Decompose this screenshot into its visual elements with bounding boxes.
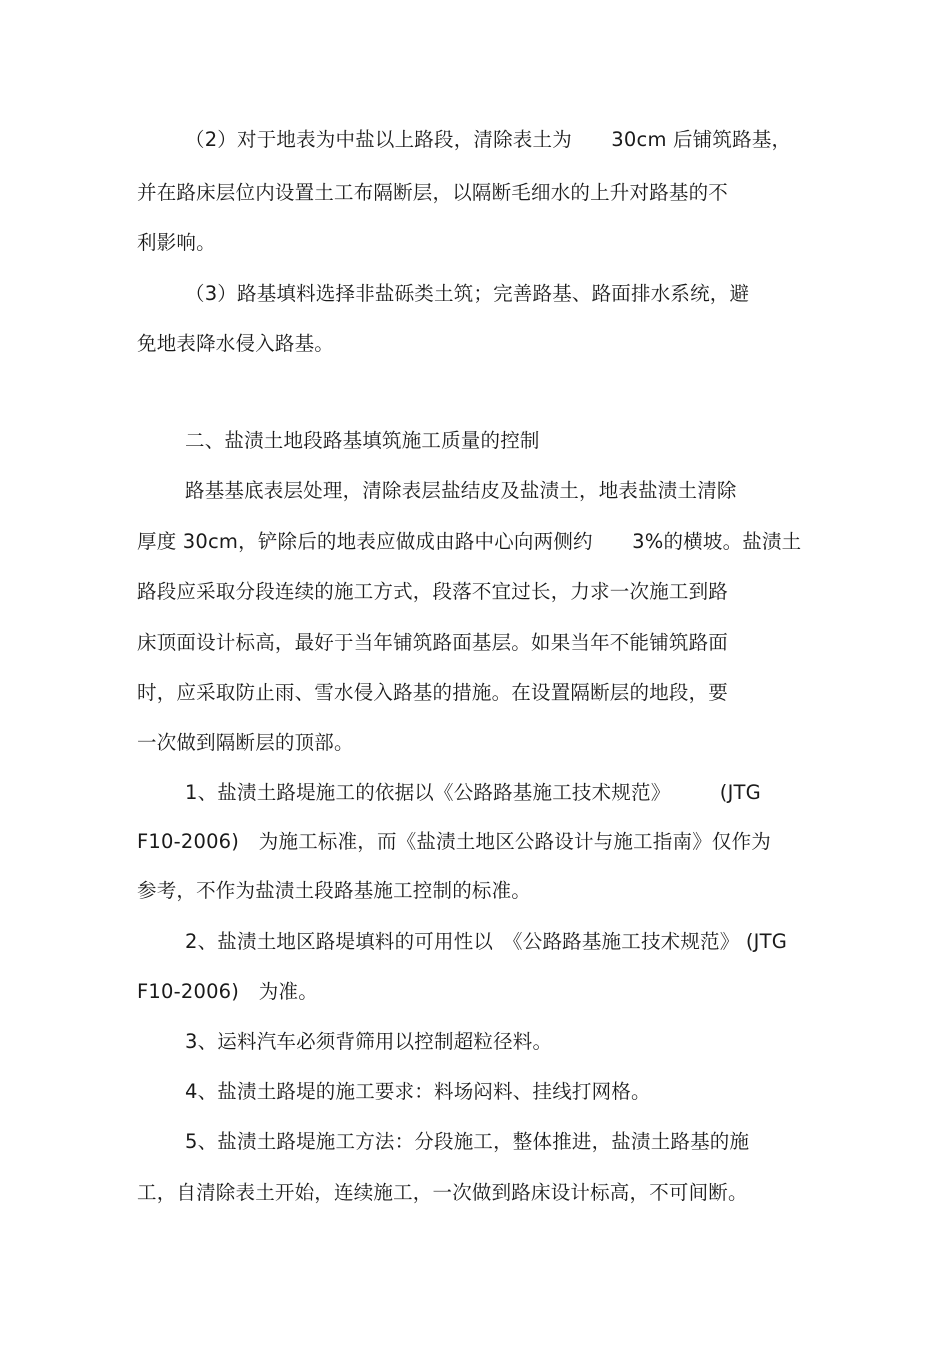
paragraph-line: 免地表降水侵入路基。 (137, 332, 335, 355)
paragraph-line: 路基基底表层处理，清除表层盐结皮及盐渍土，地表盐渍土清除 (185, 479, 737, 502)
list-item-line: 4、盐渍土路堤的施工要求：料场闷料、挂线打网格。 (185, 1080, 651, 1103)
paragraph-line: 路段应采取分段连续的施工方式，段落不宜过长，力求一次施工到路 (137, 580, 729, 603)
list-item-line: 工，自清除表土开始，连续施工，一次做到路床设计标高，不可间断。 (137, 1181, 748, 1204)
list-item-line: 1、盐渍土路堤施工的依据以《公路路基施工技术规范》 (JTG (185, 781, 761, 804)
list-item-line: 参考，不作为盐渍土段路基施工控制的标准。 (137, 879, 532, 902)
paragraph-line: （3）路基填料选择非盐砾类土筑；完善路基、路面排水系统，避 (185, 282, 750, 305)
list-item-line: F10-2006) 为准。 (137, 980, 318, 1003)
paragraph-line: 一次做到隔断层的顶部。 (137, 731, 354, 754)
section-heading: 二、盐渍土地段路基填筑施工质量的控制 (185, 429, 540, 452)
paragraph-line: 利影响。 (137, 231, 216, 254)
paragraph-line: 床顶面设计标高，最好于当年铺筑路面基层。如果当年不能铺筑路面 (137, 631, 729, 654)
paragraph-line: 时，应采取防止雨、雪水侵入路基的措施。在设置隔断层的地段，要 (137, 681, 729, 704)
list-item-line: 5、盐渍土路堤施工方法：分段施工，整体推进，盐渍土路基的施 (185, 1130, 750, 1153)
list-item-line: 3、运料汽车必须背筛用以控制超粒径料。 (185, 1030, 553, 1053)
list-item-line: F10-2006) 为施工标准，而《盐渍土地区公路设计与施工指南》仅作为 (137, 830, 771, 853)
list-item-line: 2、盐渍土地区路堤填料的可用性以 《公路路基施工技术规范》 (JTG (185, 930, 788, 953)
paragraph-line: （2）对于地表为中盐以上路段，清除表土为 30cm 后铺筑路基， (185, 128, 792, 151)
paragraph-line: 并在路床层位内设置土工布隔断层，以隔断毛细水的上升对路基的不 (137, 181, 729, 204)
paragraph-line: 厚度 30cm，铲除后的地表应做成由路中心向两侧约 3%的横坡。盐渍土 (137, 530, 802, 553)
